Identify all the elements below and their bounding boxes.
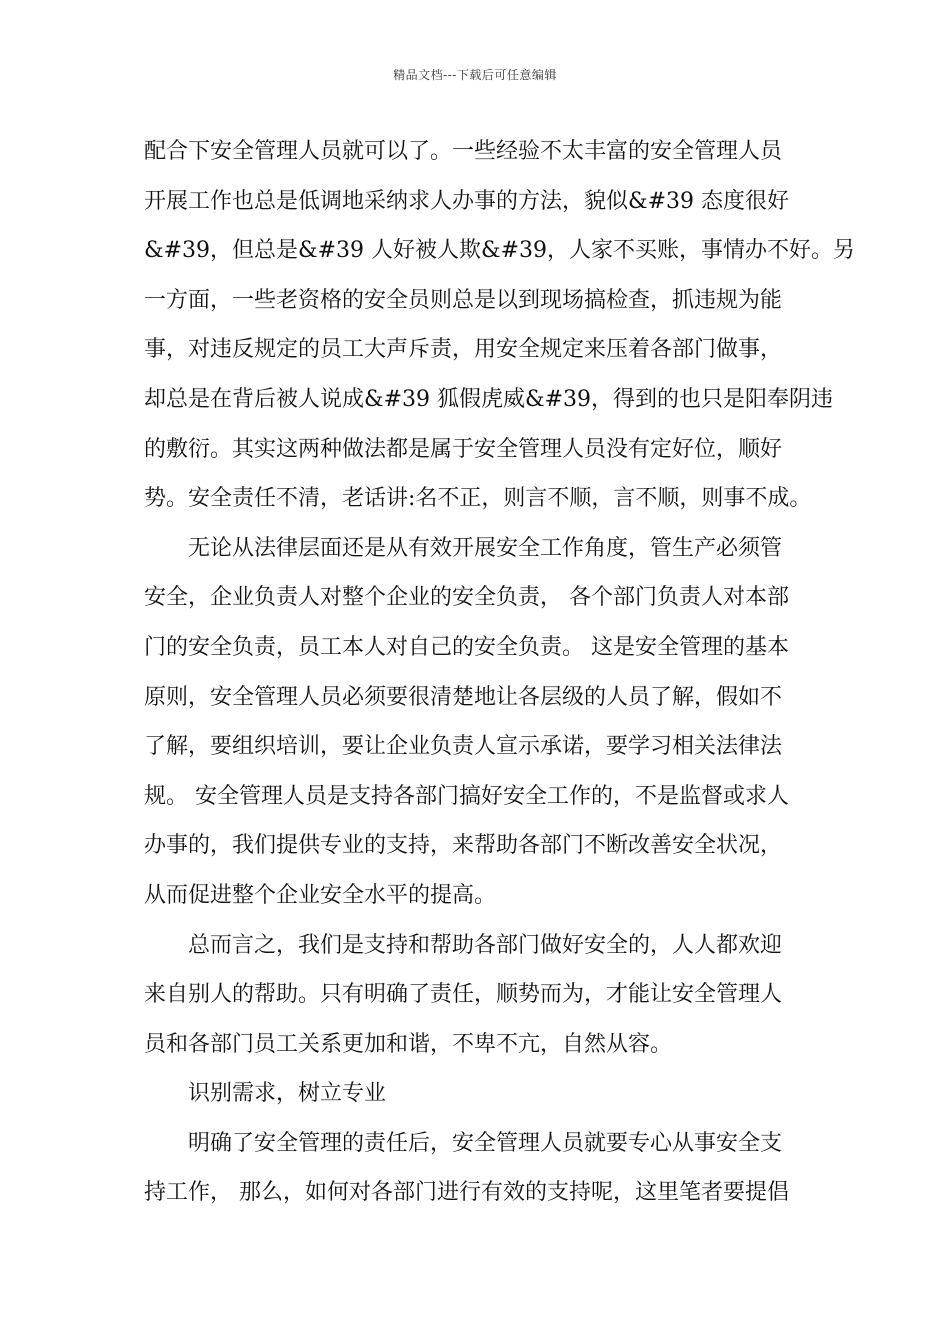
text-line: 规。 安全管理人员是支持各部门搞好安全工作的，不是监督或求人 xyxy=(144,783,789,809)
text-line: 却总是在背后被人说成&#39 狐假虎威&#39，得到的也只是阳奉阴违 xyxy=(144,386,834,412)
document-body xyxy=(144,127,856,1218)
text-line: 来自别人的帮助。只有明确了责任，顺势而为，才能让安全管理人 xyxy=(144,982,783,1008)
page-header: 精品文档---下载后可任意编辑 xyxy=(393,68,557,82)
text-line: 员和各部门员工关系更加和谐，不卑不亢，自然从容。 xyxy=(144,1031,673,1057)
text-line: 办事的，我们提供专业的支持，来帮助各部门不断改善安全状况， xyxy=(144,833,783,859)
text-line: 配合下安全管理人员就可以了。一些经验不太丰富的安全管理人员 xyxy=(144,139,783,164)
text-line: 门的安全负责，员工本人对自己的安全负责。 这是安全管理的基本 xyxy=(144,634,789,660)
text-line: &#39，但总是&#39 人好被人欺&#39，人家不买账，事情办不好。另 xyxy=(144,238,856,264)
text-line: 事，对违反规定的员工大声斥责，用安全规定来压着各部门做事， xyxy=(144,337,783,363)
paragraph-start-line: 明确了安全管理的责任后，安全管理人员就要专心从事安全支 xyxy=(188,1130,783,1156)
section-heading: 识别需求，树立专业 xyxy=(188,1081,387,1107)
text-line: 原则，安全管理人员必须要很清楚地让各层级的人员了解，假如不 xyxy=(144,684,783,710)
text-line: 安全，企业负责人对整个企业的安全负责， 各个部门负责人对本部 xyxy=(144,585,789,611)
text-line: 持工作， 那么，如何对各部门进行有效的支持呢，这里笔者要提倡 xyxy=(144,1180,789,1206)
text-line: 从而促进整个企业安全水平的提高。 xyxy=(144,882,497,908)
text-line: 的敷衍。其实这两种做法都是属于安全管理人员没有定好位，顺好 xyxy=(144,436,783,462)
text-line: 了解，要组织培训，要让企业负责人宣示承诺，要学习相关法律法 xyxy=(144,734,783,760)
text-line: 开展工作也总是低调地采纳求人办事的方法，貌似&#39 态度很好 xyxy=(144,188,790,214)
paragraph-start-line: 总而言之，我们是支持和帮助各部门做好安全的，人人都欢迎 xyxy=(188,932,783,958)
text-line: 势。安全责任不清，老话讲:名不正，则言不顺，言不顺，则事不成。 xyxy=(144,486,812,512)
text-line: 一方面，一些老资格的安全员则总是以到现场搞检查，抓违规为能 xyxy=(144,287,783,313)
paragraph-start-line: 无论从法律层面还是从有效开展安全工作角度，管生产必须管 xyxy=(188,535,783,561)
